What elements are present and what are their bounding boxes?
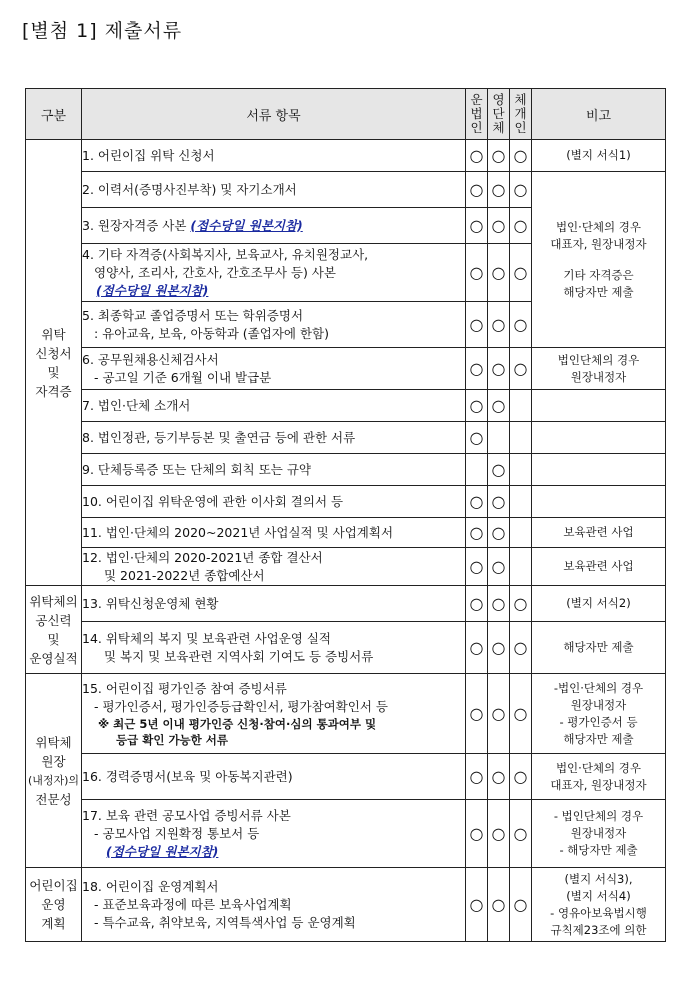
remarks-cell: 법인·단체의 경우 대표자, 원장내정자 기타 자격증은 해당자만 제출 — [532, 172, 666, 348]
table-row — [26, 622, 666, 674]
check-mark: ○ — [466, 244, 488, 302]
table-row — [26, 800, 666, 868]
document-item: 10. 어린이집 위탁운영에 관한 이사회 결의서 등 — [82, 486, 466, 518]
table-row — [26, 868, 666, 942]
table-row — [26, 486, 666, 518]
check-mark: ○ — [488, 548, 510, 586]
document-item: 12. 법인·단체의 2020-2021년 종합 결산서 및 2021-2022년 종합예산서 — [82, 548, 466, 586]
document-item: 3. 원장자격증 사본 (접수당일 원본지참) — [82, 208, 466, 244]
document-item: 13. 위탁신청운영체 현황 — [82, 586, 466, 622]
header-category: 구분 — [26, 89, 82, 140]
table-header-row — [26, 89, 666, 140]
document-item: 4. 기타 자격증(사회복지사, 보육교사, 유치원정교사, 영양사, 조리사, 간호사, 간호조무사 등) 사본 (접수당일 원본지참) — [82, 244, 466, 302]
submission-documents-table — [25, 88, 666, 942]
table-row — [26, 172, 666, 208]
check-mark: ○ — [466, 208, 488, 244]
remarks-cell: 법인단체의 경우 원장내정자 — [532, 348, 666, 390]
table-row — [26, 390, 666, 422]
document-item: 14. 위탁체의 복지 및 보육관련 사업운영 실적 및 복지 및 보육관련 지역사회 기여도 등 증빙서류 — [82, 622, 466, 674]
check-mark: ○ — [488, 486, 510, 518]
check-mark: ○ — [510, 800, 532, 868]
check-mark: ○ — [466, 486, 488, 518]
check-mark: ○ — [488, 518, 510, 548]
header-organization: 영 단 체 — [488, 89, 510, 140]
check-mark: ○ — [510, 754, 532, 800]
document-item: 2. 이력서(증명사진부착) 및 자기소개서 — [82, 172, 466, 208]
check-mark: ○ — [510, 868, 532, 942]
check-mark: ○ — [466, 172, 488, 208]
document-item: 8. 법인정관, 등기부등본 및 출연금 등에 관한 서류 — [82, 422, 466, 454]
original-required-note: (접수당일 원본지참) — [96, 282, 209, 298]
table-row — [26, 422, 666, 454]
check-mark: ○ — [510, 172, 532, 208]
check-mark: ○ — [510, 140, 532, 172]
check-mark: ○ — [488, 674, 510, 754]
check-mark: ○ — [466, 868, 488, 942]
check-mark: ○ — [488, 208, 510, 244]
remarks-cell: (별지 서식3), (별지 서식4) - 영유아보육법시행 규칙제23조에 의한 — [532, 868, 666, 942]
remarks-cell: -법인·단체의 경우 원장내정자 - 평가인증서 등 해당자만 제출 — [532, 674, 666, 754]
evaluation-note: ※ 최근 5년 이내 평가인증 신청·참여·심의 통과여부 및 — [98, 716, 377, 731]
check-mark: ○ — [510, 348, 532, 390]
category-application: 위탁 신청서 및 자격증 — [26, 140, 82, 586]
table-row — [26, 140, 666, 172]
check-mark: ○ — [488, 172, 510, 208]
check-mark: ○ — [510, 208, 532, 244]
header-item: 서류 항목 — [82, 89, 466, 140]
header-corporation: 운 법 인 — [466, 89, 488, 140]
document-item: 16. 경력증명서(보육 및 아동복지관련) — [82, 754, 466, 800]
remarks-cell: 보육관련 사업 — [532, 518, 666, 548]
remarks-cell: 해당자만 제출 — [532, 622, 666, 674]
document-item: 15. 어린이집 평가인증 참여 증빙서류 - 평가인증서, 평가인증등급확인서, 평가참여확인서 등 ※ 최근 5년 이내 평가인증 신청·참여·심의 통과여부 및 등급 확인 가능한 서류 — [82, 674, 466, 754]
document-item: 17. 보육 관련 공모사업 증빙서류 사본 - 공모사업 지원확정 통보서 등 (접수당일 원본지참) — [82, 800, 466, 868]
remarks-cell: 보육관련 사업 — [532, 548, 666, 586]
table-row — [26, 548, 666, 586]
document-item: 18. 어린이집 운영계획서 - 표준보육과정에 따른 보육사업계획 - 특수교육, 취약보육, 지역특색사업 등 운영계획 — [82, 868, 466, 942]
remarks-cell: - 법인단체의 경우 원장내정자 - 해당자만 제출 — [532, 800, 666, 868]
check-mark: ○ — [510, 622, 532, 674]
check-mark: ○ — [488, 800, 510, 868]
document-title: [별첨 1] 제출서류 — [22, 20, 183, 42]
table-row — [26, 586, 666, 622]
check-mark: ○ — [510, 302, 532, 348]
check-mark: ○ — [466, 518, 488, 548]
check-mark: ○ — [510, 586, 532, 622]
check-mark: ○ — [466, 622, 488, 674]
document-item: 5. 최종학교 졸업증명서 또는 학위증명서 : 유아교육, 보육, 아동학과 (졸업자에 한함) — [82, 302, 466, 348]
header-individual: 체 개 인 — [510, 89, 532, 140]
table-row — [26, 454, 666, 486]
check-mark: ○ — [466, 348, 488, 390]
check-mark: ○ — [488, 302, 510, 348]
check-mark: ○ — [488, 348, 510, 390]
check-mark: ○ — [488, 390, 510, 422]
check-mark: ○ — [466, 140, 488, 172]
category-credibility: 위탁체의 공신력 및 운영실적 — [26, 586, 82, 674]
check-mark: ○ — [466, 548, 488, 586]
check-mark: ○ — [488, 868, 510, 942]
check-mark: ○ — [466, 754, 488, 800]
table-row — [26, 518, 666, 548]
document-item: 1. 어린이집 위탁 신청서 — [82, 140, 466, 172]
check-mark: ○ — [466, 674, 488, 754]
check-mark: ○ — [466, 390, 488, 422]
document-item: 6. 공무원채용신체검사서 - 공고일 기준 6개월 이내 발급분 — [82, 348, 466, 390]
document-item: 9. 단체등록증 또는 단체의 회칙 또는 규약 — [82, 454, 466, 486]
original-required-note: (접수당일 원본지참) — [106, 843, 219, 859]
check-mark: ○ — [488, 140, 510, 172]
remarks-cell: (별지 서식1) — [532, 140, 666, 172]
check-mark: ○ — [510, 244, 532, 302]
original-required-note: (접수당일 원본지참) — [190, 217, 303, 233]
category-operation-plan: 어린이집 운영 계획 — [26, 868, 82, 942]
check-mark: ○ — [466, 586, 488, 622]
header-remarks: 비고 — [532, 89, 666, 140]
category-expertise: 위탁체 원장 (내정자)의 전문성 — [26, 674, 82, 868]
check-mark: ○ — [488, 622, 510, 674]
check-mark: ○ — [466, 800, 488, 868]
document-item: 7. 법인·단체 소개서 — [82, 390, 466, 422]
table-row — [26, 754, 666, 800]
table-row — [26, 674, 666, 754]
check-mark: ○ — [466, 422, 488, 454]
document-item: 11. 법인·단체의 2020~2021년 사업실적 및 사업계획서 — [82, 518, 466, 548]
check-mark: ○ — [488, 244, 510, 302]
table-row — [26, 348, 666, 390]
remarks-cell: 법인·단체의 경우 대표자, 원장내정자 — [532, 754, 666, 800]
check-mark: ○ — [466, 302, 488, 348]
check-mark: ○ — [510, 674, 532, 754]
remarks-cell: (별지 서식2) — [532, 586, 666, 622]
check-mark: ○ — [488, 454, 510, 486]
check-mark: ○ — [488, 586, 510, 622]
check-mark: ○ — [488, 754, 510, 800]
